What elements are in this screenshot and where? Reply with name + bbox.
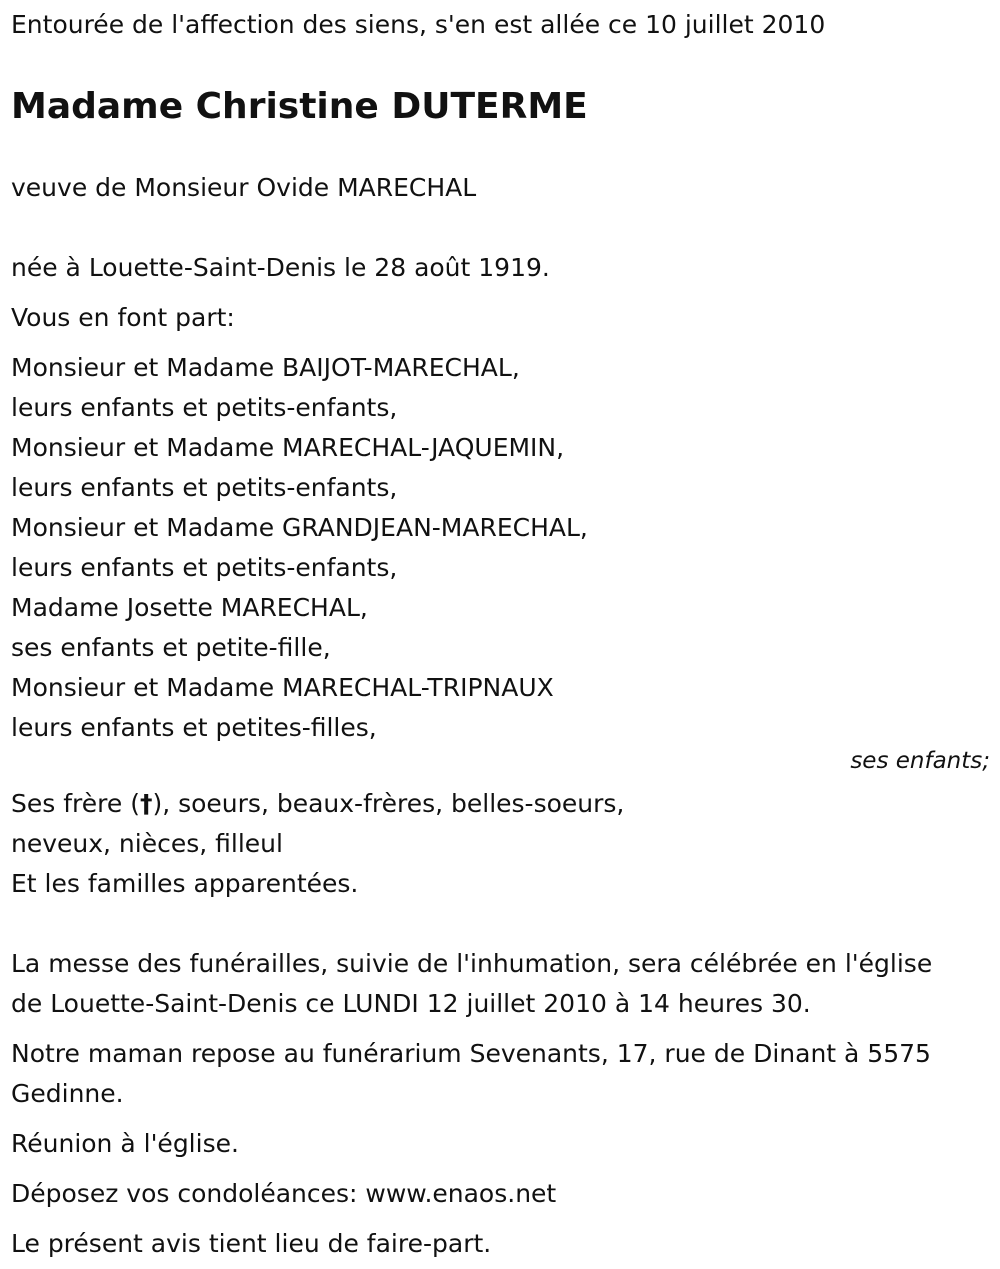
family-list [11,348,990,748]
family-line: Madame Josette MARECHAL, [11,593,368,622]
notice-text: Le présent avis tient lieu de faire-part. [11,1229,492,1258]
share-text: Vous en font part: [11,303,235,332]
condolences-text: Déposez vos condoléances: www.enaos.net [11,1179,557,1208]
family-line: Monsieur et Madame MARECHAL-TRIPNAUX [11,673,554,702]
family-line: leurs enfants et petits-enfants, [11,553,398,582]
family-line: Monsieur et Madame MARECHAL-JAQUEMIN, [11,433,565,462]
siblings-line-1 [11,784,990,824]
birth-text: née à Louette-Saint-Denis le 28 août 1919. [11,253,550,282]
deceased-name: Madame Christine DUTERME [11,86,588,127]
cross-icon: † [139,789,153,818]
funeral-block [11,944,990,1024]
family-line: Monsieur et Madame BAIJOT-MARECHAL, [11,353,520,382]
funerarium-text: Notre maman repose au funérarium Sevenants, 17, rue de Dinant à 5575 Gedinne. [11,1039,931,1108]
funeral-line-2: de Louette-Saint-Denis ce LUNDI 12 juillet 2010 à 14 heures 30. [11,989,811,1018]
family-line: Monsieur et Madame GRANDJEAN-MARECHAL, [11,513,588,542]
funeral-line-1: La messe des funérailles, suivie de l'inhumation, sera célébrée en l'église [11,949,933,978]
siblings-block [11,784,990,904]
siblings-line-3: Et les familles apparentées. [11,869,359,898]
widow-text: veuve de Monsieur Ovide MARECHAL [11,173,477,202]
family-line: ses enfants et petite-fille, [11,633,331,662]
family-line: leurs enfants et petits-enfants, [11,473,398,502]
children-label: ses enfants; [850,748,990,774]
family-line: leurs enfants et petits-enfants, [11,393,398,422]
intro-text: Entourée de l'affection des siens, s'en est allée ce 10 juillet 2010 [11,10,826,39]
reunion-text: Réunion à l'église. [11,1129,239,1158]
siblings-text-before: Ses frère ( [11,789,140,818]
siblings-text-after: ), soeurs, beaux-frères, belles-soeurs, [152,789,625,818]
siblings-line-2: neveux, nièces, filleul [11,829,283,858]
family-line: leurs enfants et petites-filles, [11,713,377,742]
